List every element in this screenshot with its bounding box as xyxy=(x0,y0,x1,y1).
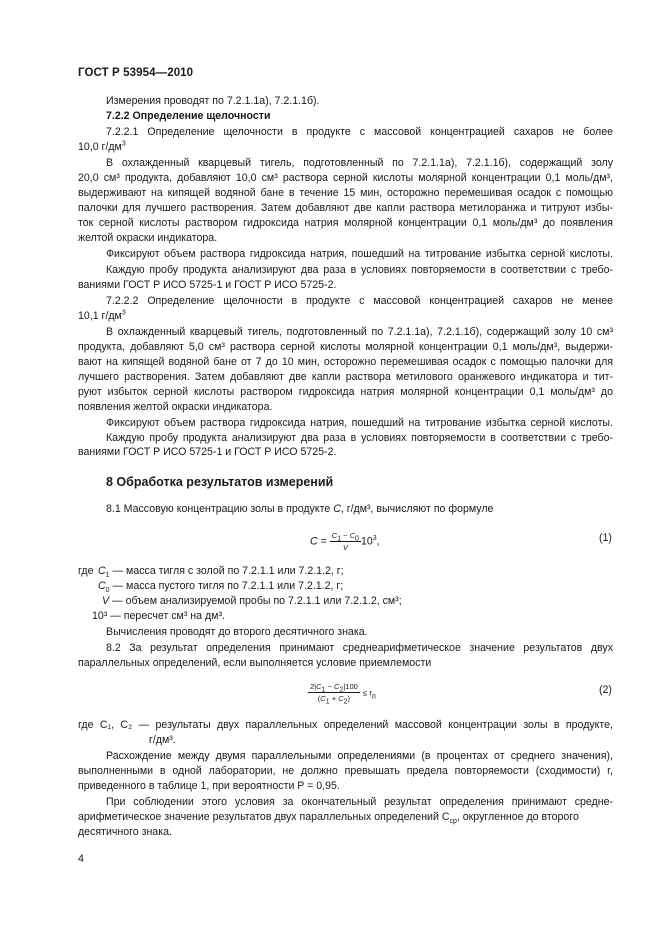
text-line: желтой окраски индикатора. xyxy=(78,232,218,244)
text-line: 7.2.2.1 Определение щелочности в продукте с массовой концентрацией сахаров не более xyxy=(106,126,613,138)
text-line: где C₁, C₂ — результаты двух параллельных определений массовой концентрации золы в продукте, xyxy=(78,719,613,731)
definition-item: $C_1$ — масса тигля с золой по 7.2.1.1 или 7.2.1.2, г; xyxy=(98,565,344,580)
text-line: параллельных определений, если выполняется условие приемлемости xyxy=(78,657,432,669)
subsection-heading: 7.2.2 Определение щелочности xyxy=(106,110,271,122)
text-line: Каждую пробу продукта анализируют два раза в условиях повторяемости в соответствии с требо- xyxy=(106,432,613,444)
definition-item: V — объем анализируемой пробы по 7.2.1.1 или 7.2.1.2, см³; xyxy=(102,595,402,607)
section-heading: 8 Обработка результатов измерений xyxy=(106,475,334,489)
equation-number: (1) xyxy=(599,532,612,544)
text-line: ваниями ГОСТ Р ИСО 5725-1 и ГОСТ Р ИСО 5725-2. xyxy=(78,446,337,458)
text-line: выполненными в одной лаборатории, не должно превышать предела повторяемости (сходимости) r, xyxy=(78,765,613,777)
formula-1: C = $\frac{C1 - C0}{V}$ $10^3$, xyxy=(310,531,380,552)
definition-item: $C_0$ — масса пустого тигля по 7.2.1.1 или 7.2.1.2, г; xyxy=(98,580,344,595)
text-line: 10,0 $г/дм^3$ xyxy=(78,140,126,153)
text-line: лучшего растворения. Затем добавляют две капли раствора метилового оранжевого индикатора и тит- xyxy=(78,371,613,383)
text-line: ток серной кислоты раствором гидроксида натрия молярной концентрации 0,1 моль/дм³ до появления xyxy=(78,217,613,229)
text-line: Вычисления проводят до второго десятичного знака. xyxy=(106,626,368,638)
text-line: десятичного знака. xyxy=(78,826,172,838)
text-line: 10,1 $г/дм^3$ xyxy=(78,309,126,322)
text-line: Каждую пробу продукта анализируют два раза в условиях повторяемости в соответствии с требо- xyxy=(106,264,613,276)
text-line: При соблюдении этого условия за окончательный результат определения принимают средне- xyxy=(106,796,613,808)
equation-number: (2) xyxy=(599,684,612,696)
text-line: В охлажденный кварцевый тигель, подготовленный по 7.2.1.1а), 7.2.1.1б), содержащий золу xyxy=(106,157,613,169)
text-line: продукта, добавляют 5,0 см³ раствора серной кислоты молярной концентрации 0,1 моль/дм³, выдержи- xyxy=(78,341,613,353)
formula-2: $\frac{2|C1 - C2|100}{(C1 + C2)}$ ≤ $r_п$ xyxy=(310,682,376,706)
text-line: появления желтой окраски индикатора. xyxy=(78,401,273,413)
text-line: В охлажденный кварцевый тигель, подготовленный по 7.2.1.1а), 7.2.1.1б), содержащий золу 10 см³ xyxy=(106,326,613,338)
text-line: 8.2 За результат определения принимают среднеарифметическое значение результатов двух xyxy=(106,642,613,654)
text-line: выдерживают на кипящей водяной бане в течение 15 мин, осторожно перемешивая осадок с помощью xyxy=(78,187,613,199)
text-line: Измерения проводят по 7.2.1.1а), 7.2.1.1б). xyxy=(106,95,320,107)
formula-1-fraction: $\frac{C1 - C0}{V}$ xyxy=(331,531,359,552)
text-line: Фиксируют объем раствора гидроксида натрия, пошедший на титрование избытка серной кислоты. xyxy=(106,417,613,429)
text-line: 7.2.2.2 Определение щелочности в продукте с массовой концентрацией сахаров не менее xyxy=(106,295,613,307)
page-number: 4 xyxy=(78,853,84,865)
formula-2-fraction: $\frac{2|C1 - C2|100}{(C1 + C2)}$ xyxy=(310,682,358,706)
document-header: ГОСТ Р 53954—2010 xyxy=(78,67,194,79)
text-line: 8.1 Массовую концентрацию золы в продукте C, г/дм³, вычисляют по формуле xyxy=(106,503,494,515)
text-line: приведенного в таблице 1, при вероятности P = 0,95. xyxy=(78,780,340,792)
text-line: руют избыток серной кислоты раствором гидроксида натрия молярной концентрации 0,1 моль/дм³ до xyxy=(78,386,613,398)
text-line: ваниями ГОСТ Р ИСО 5725-1 и ГОСТ Р ИСО 5725-2. xyxy=(78,279,337,291)
text-line: арифметическое значение результатов двух параллельных определений $C_{ср}$, округленное до второго xyxy=(78,811,579,826)
text-line: г/дм³. xyxy=(149,734,176,746)
text-line: Расхождение между двумя параллельными определениями (в процентах от среднего значения), xyxy=(106,750,613,762)
text-line: палочки для лучшего растворения. Затем добавляют две капли раствора метилоранжа и титруют избы- xyxy=(78,202,613,214)
text-line: вают на кипящей водяной бане от 7 до 10 мин, осторожно перемешивая осадок с помощью палочки для xyxy=(78,356,613,368)
definition-item: 10³ — пересчет см³ на дм³. xyxy=(92,610,225,622)
text-line: 20,0 см³ продукта, добавляют 10,0 см³ раствора серной кислоты молярной концентрации 0,1 моль/дм³, xyxy=(78,172,613,184)
text-line: Фиксируют объем раствора гидроксида натрия, пошедший на титрование избытка серной кислоты. xyxy=(106,248,613,260)
definition-prefix: где xyxy=(78,565,94,577)
